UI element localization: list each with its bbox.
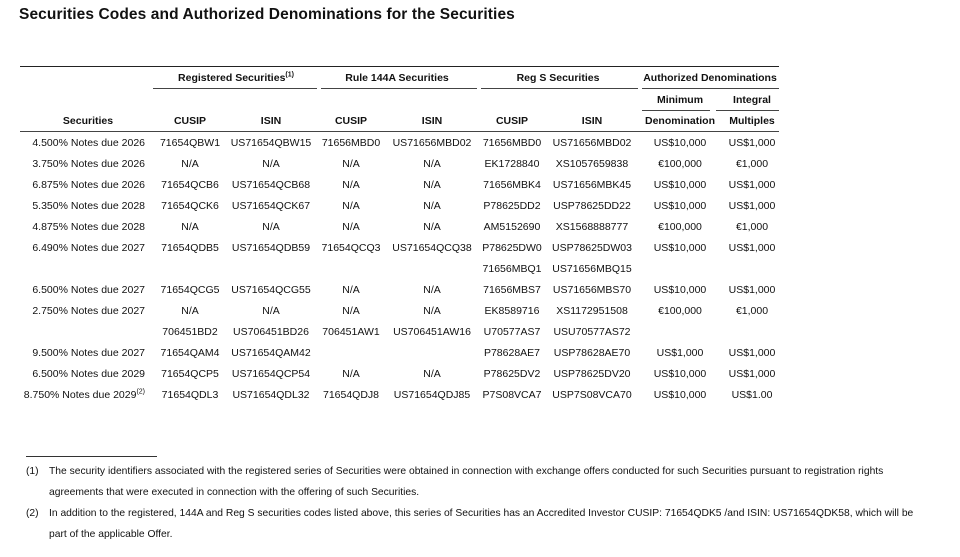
- cell-144a-cusip: N/A: [342, 368, 360, 380]
- cell-144a-isin: N/A: [423, 305, 441, 317]
- cell-integral-multiples: €1,000: [735, 158, 769, 170]
- cell-regs-cusip: 71656MBQ1: [482, 263, 542, 275]
- cell-regs-cusip: EK1728840: [484, 158, 540, 170]
- subheader-minimum: Minimum: [656, 94, 704, 106]
- cell-minimum-denomination: US$10,000: [653, 368, 707, 380]
- cell-minimum-denomination: US$10,000: [653, 284, 707, 296]
- cell-registered-cusip: 71654QCB6: [161, 179, 219, 191]
- footnote-number: (1): [26, 466, 39, 477]
- cell-regs-isin: USP78625DV20: [553, 368, 631, 380]
- footnote-rule: [26, 456, 157, 457]
- cell-regs-isin: US71656MBK45: [552, 179, 632, 191]
- cell-integral-multiples: US$1,000: [728, 179, 776, 191]
- cell-regs-isin: USU70577AS72: [553, 326, 631, 338]
- cell-registered-cusip: 71654QDB5: [161, 242, 219, 254]
- column-header-multiples: Multiples: [729, 115, 775, 127]
- cell-registered-cusip: 706451BD2: [162, 326, 218, 338]
- cell-security-name: 2.750% Notes due 2027: [32, 305, 145, 317]
- cell-security-name: 5.350% Notes due 2028: [32, 200, 145, 212]
- cell-regs-isin: USP78625DD22: [553, 200, 631, 212]
- cell-security-name: 8.750% Notes due 2029$^{(2)}$: [23, 388, 145, 401]
- cell-regs-isin: US71656MBD02: [552, 137, 632, 149]
- cell-registered-cusip: 71654QAM4: [160, 347, 220, 359]
- cell-registered-cusip: N/A: [181, 221, 199, 233]
- cell-144a-isin: N/A: [423, 158, 441, 170]
- cell-registered-cusip: 71654QCP5: [161, 368, 219, 380]
- cell-regs-cusip: P78625DD2: [483, 200, 541, 212]
- cell-minimum-denomination: US$10,000: [653, 242, 707, 254]
- cell-registered-cusip: 71654QCG5: [160, 284, 220, 296]
- cell-minimum-denomination: US$10,000: [653, 200, 707, 212]
- cell-registered-isin: N/A: [262, 158, 280, 170]
- cell-144a-cusip: 71656MBD0: [321, 137, 381, 149]
- cell-regs-cusip: 71656MBS7: [483, 284, 541, 296]
- table-top-rule: [20, 66, 779, 67]
- cell-security-name: 3.750% Notes due 2026: [32, 158, 145, 170]
- cell-144a-cusip: 71654QDJ8: [322, 389, 380, 401]
- cell-144a-cusip: N/A: [342, 221, 360, 233]
- cell-144a-cusip: 706451AW1: [322, 326, 380, 338]
- group-header-registered: Registered Securities$^{(1)}$: [178, 71, 294, 84]
- cell-regs-cusip: AM5152690: [483, 221, 541, 233]
- cell-144a-isin: US71654QDJ85: [393, 389, 471, 401]
- cell-integral-multiples: €1,000: [735, 221, 769, 233]
- cell-security-name: 4.500% Notes due 2026: [32, 137, 145, 149]
- subheader-underline-integral: [716, 110, 779, 111]
- column-header-144a-cusip: CUSIP: [334, 115, 368, 127]
- subheader-integral: Integral: [733, 94, 771, 106]
- cell-registered-isin: US71654QCB68: [231, 179, 311, 191]
- page-title: Securities Codes and Authorized Denominations for the Securities: [19, 6, 515, 23]
- column-header-regs-isin: ISIN: [581, 115, 603, 127]
- column-header-144a-isin: ISIN: [421, 115, 443, 127]
- footnote-text-line: The security identifiers associated with the registered series of Securities were obtained in connection with exchange offers conducted for such Securities pursuant to registration rights: [49, 466, 884, 477]
- cell-144a-isin: N/A: [423, 200, 441, 212]
- group-header-authorized: Authorized Denominations: [643, 72, 777, 84]
- column-header-reg-cusip: CUSIP: [173, 115, 207, 127]
- cell-144a-cusip: 71654QCQ3: [321, 242, 381, 254]
- cell-registered-cusip: N/A: [181, 158, 199, 170]
- cell-minimum-denomination: €100,000: [658, 305, 702, 317]
- footnote-number: (2): [26, 508, 39, 519]
- cell-144a-isin: US71656MBD02: [392, 137, 472, 149]
- cell-144a-isin: N/A: [423, 221, 441, 233]
- cell-regs-isin: US71656MBS70: [552, 284, 632, 296]
- cell-registered-isin: US71654QDL32: [232, 389, 310, 401]
- footnote-text-line: In addition to the registered, 144A and Reg S securities codes listed above, this series of Securities has an Accredited Investor CUSIP: 71654QDK5 /and ISIN: US71654QDK58, which will be: [49, 508, 914, 519]
- cell-minimum-denomination: US$10,000: [653, 389, 707, 401]
- cell-registered-cusip: N/A: [181, 305, 199, 317]
- cell-regs-cusip: P78628AE7: [483, 347, 541, 359]
- cell-minimum-denomination: US$1,000: [656, 347, 704, 359]
- cell-registered-cusip: 71654QCK6: [161, 200, 219, 212]
- cell-integral-multiples: US$1,000: [728, 137, 776, 149]
- cell-registered-isin: N/A: [262, 305, 280, 317]
- cell-minimum-denomination: US$10,000: [653, 137, 707, 149]
- cell-regs-cusip: U70577AS7: [483, 326, 541, 338]
- cell-144a-cusip: N/A: [342, 179, 360, 191]
- cell-minimum-denomination: US$10,000: [653, 179, 707, 191]
- group-underline-authorized: [642, 88, 779, 89]
- cell-regs-isin: XS1057659838: [555, 158, 629, 170]
- cell-integral-multiples: US$1.00: [731, 389, 773, 401]
- column-header-denomination: Denomination: [645, 115, 715, 127]
- footnote-text-line: part of the applicable Offer.: [49, 529, 173, 540]
- cell-integral-multiples: €1,000: [735, 305, 769, 317]
- group-header-rule144a: Rule 144A Securities: [345, 72, 449, 84]
- cell-security-name: 6.500% Notes due 2029: [32, 368, 145, 380]
- column-header-securities: Securities: [62, 115, 114, 127]
- cell-security-name: 6.490% Notes due 2027: [32, 242, 145, 254]
- cell-security-name: 4.875% Notes due 2028: [32, 221, 145, 233]
- cell-integral-multiples: US$1,000: [728, 200, 776, 212]
- footnote-text-line: agreements that were executed in connection with the offering of such Securities.: [49, 487, 420, 498]
- cell-integral-multiples: US$1,000: [728, 347, 776, 359]
- cell-144a-cusip: N/A: [342, 200, 360, 212]
- cell-144a-cusip: N/A: [342, 284, 360, 296]
- cell-regs-cusip: P78625DV2: [483, 368, 541, 380]
- cell-registered-isin: US71654QCK67: [231, 200, 311, 212]
- cell-security-name: 6.875% Notes due 2026: [32, 179, 145, 191]
- cell-regs-cusip: EK8589716: [484, 305, 540, 317]
- cell-minimum-denomination: €100,000: [658, 221, 702, 233]
- cell-registered-cusip: 71654QBW1: [159, 137, 221, 149]
- cell-regs-isin: XS1172951508: [556, 305, 628, 317]
- cell-regs-cusip: 71656MBK4: [483, 179, 541, 191]
- cell-security-name: 6.500% Notes due 2027: [32, 284, 145, 296]
- column-header-regs-cusip: CUSIP: [495, 115, 529, 127]
- subheader-underline-minimum: [642, 110, 710, 111]
- cell-registered-isin: US71654QBW15: [230, 137, 312, 149]
- cell-regs-isin: US71656MBQ15: [552, 263, 632, 275]
- group-header-regs: Reg S Securities: [516, 72, 600, 84]
- cell-integral-multiples: US$1,000: [728, 368, 776, 380]
- cell-registered-isin: US71654QDB59: [231, 242, 311, 254]
- group-underline-regs: [481, 88, 638, 89]
- cell-regs-cusip: 71656MBD0: [482, 137, 542, 149]
- cell-registered-isin: US706451BD26: [233, 326, 309, 338]
- cell-registered-isin: N/A: [262, 221, 280, 233]
- cell-registered-cusip: 71654QDL3: [161, 389, 219, 401]
- cell-regs-isin: USP78628AE70: [553, 347, 631, 359]
- cell-144a-isin: US71654QCQ38: [392, 242, 472, 254]
- cell-registered-isin: US71654QAM42: [231, 347, 311, 359]
- header-bottom-rule: [20, 131, 779, 132]
- group-underline-registered: [153, 88, 317, 89]
- cell-security-name: 9.500% Notes due 2027: [32, 347, 145, 359]
- cell-144a-cusip: N/A: [342, 305, 360, 317]
- cell-regs-isin: USP78625DW03: [552, 242, 632, 254]
- cell-registered-isin: US71654QCG55: [231, 284, 311, 296]
- column-header-reg-isin: ISIN: [260, 115, 282, 127]
- cell-regs-cusip: P7S08VCA7: [482, 389, 542, 401]
- group-underline-rule144a: [321, 88, 477, 89]
- cell-144a-cusip: N/A: [342, 158, 360, 170]
- cell-integral-multiples: US$1,000: [728, 284, 776, 296]
- cell-registered-isin: US71654QCP54: [231, 368, 311, 380]
- cell-integral-multiples: US$1,000: [728, 242, 776, 254]
- cell-regs-isin: USP7S08VCA70: [552, 389, 632, 401]
- cell-minimum-denomination: €100,000: [658, 158, 702, 170]
- cell-144a-isin: N/A: [423, 179, 441, 191]
- cell-regs-isin: XS1568888777: [555, 221, 629, 233]
- cell-144a-isin: N/A: [423, 284, 441, 296]
- cell-regs-cusip: P78625DW0: [482, 242, 542, 254]
- cell-144a-isin: US706451AW16: [393, 326, 471, 338]
- cell-144a-isin: N/A: [423, 368, 441, 380]
